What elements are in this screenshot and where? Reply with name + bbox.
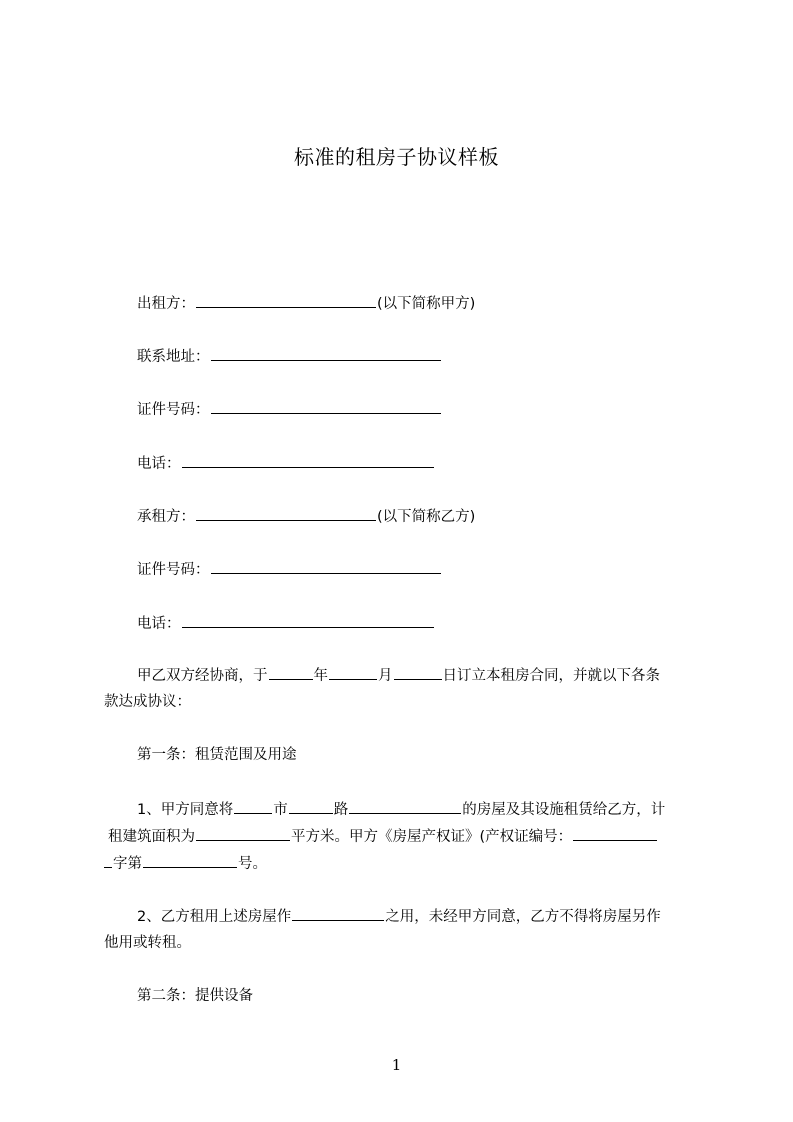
lessor-id-blank [211,398,441,414]
clause1-text-c: 租建筑面积为 [108,829,195,845]
intro-year-blank [269,664,313,680]
lessee-phone-label: 电话： [137,616,181,632]
lessee-suffix: (以下简称乙方) [377,509,476,525]
address-label: 联系地址： [137,349,210,365]
lessee-id-label: 证件号码： [137,562,210,578]
clause1-cert-blank [573,825,657,841]
lessee-id-blank [211,558,441,574]
lessor-phone-blank [182,452,434,468]
clause1-city: 市 [273,802,288,818]
lessee-line [137,505,475,528]
lessee-blank [196,505,376,521]
clause2-usage-blank [292,905,384,921]
lessee-id-line [137,558,442,581]
clause1-road-blank [289,798,333,814]
clause1-road: 路 [333,802,349,818]
clause1-text-e: 字第 [113,856,142,872]
intro-line-2: 款达成协议： [104,694,191,710]
lessor-phone-line [137,452,435,475]
clause1-line-3 [104,852,267,875]
clause1-address-blank [349,798,461,814]
clause2-line-2: 他用或转租。 [104,935,191,951]
intro-text-2: 日订立本租房合同，并就以下各条 [442,668,660,684]
clause1-city-blank [234,798,272,814]
clause1-text-f: 号。 [238,856,267,872]
intro-month-blank [329,664,377,680]
intro-year: 年 [313,668,328,684]
lessor-id-label: 证件号码： [137,402,210,418]
clause2-text-b: 之用，未经甲方同意，乙方不得将房屋另作 [385,909,661,925]
lessor-line [137,292,475,315]
intro-month: 月 [378,668,393,684]
clause1-text-d: 平方米。甲方《房屋产权证》(产权证编号： [291,829,573,845]
clause1-text-b: 的房屋及其设施租赁给乙方，计 [462,802,666,818]
lessee-phone-line [137,612,435,635]
clause1-text-a: 1、甲方同意将 [137,802,234,818]
intro-day-blank [394,664,442,680]
lessee-label: 承租方： [137,509,195,525]
address-blank [211,345,441,361]
lessor-phone-label: 电话： [137,456,181,472]
intro-line-1 [137,664,660,687]
clause1-area-blank [196,825,290,841]
lessor-label: 出租方： [137,296,195,312]
article1-heading: 第一条：租赁范围及用途 [137,747,297,763]
lessee-phone-blank [182,612,434,628]
address-line [137,345,442,368]
clause1-line-2 [108,825,658,848]
clause2-text-a: 2、乙方租用上述房屋作 [137,909,292,925]
lessor-suffix: (以下简称甲方) [377,296,476,312]
clause1-number-blank [143,852,237,868]
article2-heading: 第二条：提供设备 [137,988,253,1004]
lessor-blank [196,292,376,308]
lessor-id-line [137,398,442,421]
document-title: 标准的租房子协议样板 [294,145,499,169]
page-number: 1 [391,1056,402,1074]
clause1-cert-blank-2 [104,852,112,868]
clause1-line-1 [137,798,665,821]
clause2-line-1 [137,905,661,928]
intro-text-1: 甲乙双方经协商，于 [137,668,268,684]
